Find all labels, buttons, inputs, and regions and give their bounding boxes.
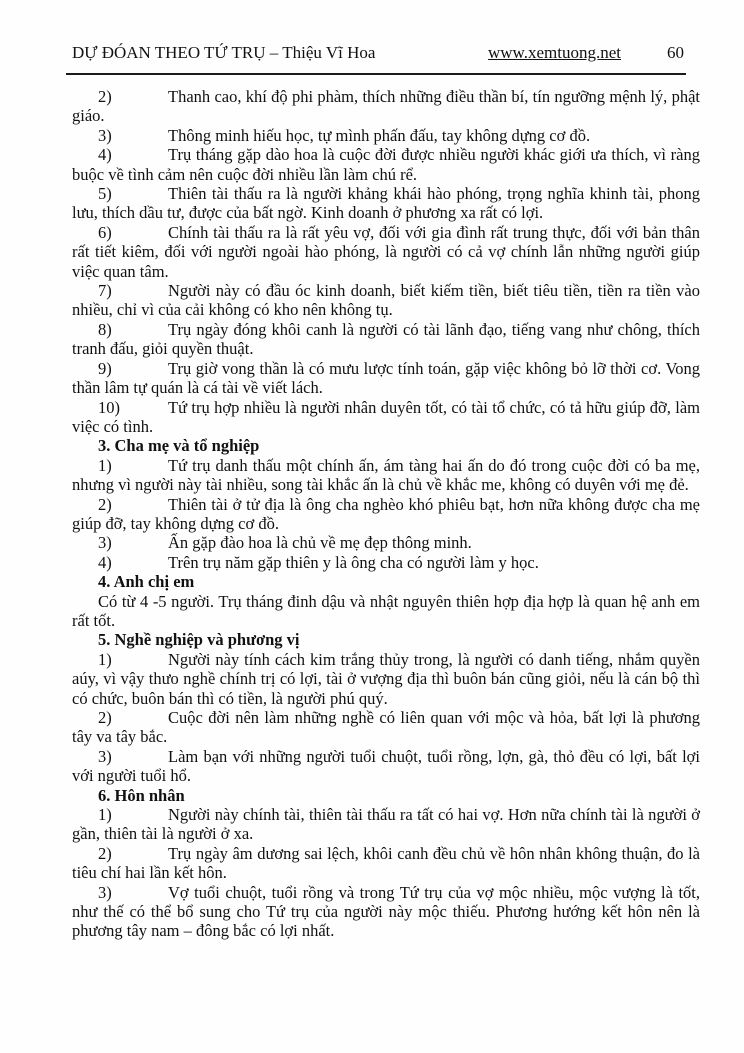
numbered-item	[72, 747, 700, 786]
item-text: Vợ tuổi chuột, tuổi rồng và trong Tứ trụ của vợ mộc nhiều, mộc vượng là tốt, như thế có thể bổ sung cho Tứ trụ của người này mộc thiếu. Phương hướng kết hôn nên là phương tây nam – đông bắc có lợi nhất.	[72, 882, 700, 941]
numbered-item	[72, 456, 700, 495]
numbered-item	[72, 883, 700, 941]
header-rule	[66, 73, 686, 75]
item-text: Thông minh hiếu học, tự mình phấn đấu, tay không dựng cơ đồ.	[168, 125, 591, 145]
document-body	[72, 87, 700, 941]
item-text: Thiên tài thấu ra là người khảng khái hào phóng, trọng nghĩa khinh tài, phong lưu, thích dầu tư, được của bất ngờ. Kinh doanh ở phương xa rất có lợi.	[72, 184, 700, 223]
numbered-item	[72, 805, 700, 844]
item-number: 1)	[98, 649, 112, 669]
numbered-item	[72, 223, 700, 281]
numbered-item	[72, 359, 700, 398]
item-text: Trụ tháng gặp dào hoa là cuộc đời được nhiều người khác giới ưa thích, vì ràng buộc về tình cảm nên cuộc đời nhiều lần làm chú rể.	[72, 145, 700, 184]
section-heading: 6. Hôn nhân	[98, 785, 185, 805]
numbered-item	[72, 126, 700, 145]
item-number: 3)	[98, 882, 112, 902]
item-text: Thanh cao, khí độ phi phàm, thích những điều thần bí, tín ngưỡng mệnh lý, phật giáo.	[72, 87, 700, 126]
item-number: 2)	[98, 494, 112, 514]
item-number: 5)	[98, 184, 112, 204]
item-number: 6)	[98, 222, 112, 242]
item-text: Trên trụ năm gặp thiên y là ông cha có người làm y học.	[168, 552, 539, 572]
item-text: Thiên tài ở tử địa là ông cha nghèo khó phiêu bạt, hơn nữa không được cha mẹ giúp đỡ, tay không dựng cơ đồ.	[72, 494, 700, 533]
item-text: Ấn gặp đào hoa là chủ về mẹ đẹp thông minh.	[168, 533, 472, 553]
item-text: Trụ ngày âm dương sai lệch, khôi canh đều chủ về hôn nhân không thuận, đo là tiêu chí hai lần kết hôn.	[72, 843, 700, 883]
item-text: Tứ trụ hợp nhiều là người nhân duyên tốt, có tài tổ chức, có tả hữu giúp đỡ, làm việc có tình.	[72, 397, 700, 436]
numbered-item	[72, 844, 700, 883]
numbered-item	[72, 281, 700, 320]
item-number: 2)	[98, 708, 112, 727]
item-number: 3)	[98, 746, 112, 766]
item-text: Làm bạn với những người tuổi chuột, tuổi rồng, lợn, gà, thỏ đều có lợi, bất lợi với người tuổi hổ.	[72, 746, 700, 786]
item-number: 10)	[98, 397, 120, 417]
numbered-item	[72, 184, 700, 223]
document-title: DỰ ĐÓAN THEO TỨ TRỤ – Thiệu Vĩ Hoa	[72, 43, 376, 62]
numbered-item	[72, 708, 700, 747]
item-number: 2)	[98, 87, 112, 106]
numbered-item	[72, 533, 700, 552]
item-text: Chính tài thấu ra là rất yêu vợ, đối với gia đình rất trung thực, đối với bản thân rất tiết kiêm, đối với người ngoài hào phóng, là người có cả vợ chính lẫn những người giúp việc quan tâm.	[72, 222, 700, 281]
numbered-item	[72, 145, 700, 184]
page-number: 60	[667, 43, 684, 62]
item-text: Trụ ngày đóng khôi canh là người có tài lãnh đạo, tiếng vang như chông, thích tranh đấu, giỏi quyền thuật.	[72, 319, 700, 359]
item-text: Trụ giờ vong thần là có mưu lược tính toán, gặp việc không bỏ lỡ thời cơ. Vong thần lâm tự quán là cá tài về viết lách.	[72, 358, 700, 398]
numbered-item	[72, 553, 700, 572]
numbered-item	[72, 495, 700, 534]
page-header	[72, 43, 686, 63]
item-text: Tứ trụ danh thấu một chính ấn, ám tàng hai ấn do đó trong cuộc đời có ba mẹ, nhưng vì người này tài nhiều, song tài khắc ấn là chủ về khắc me, không có duyên với mẹ đẻ.	[72, 455, 700, 495]
item-number: 1)	[98, 805, 112, 825]
item-text: Người này chính tài, thiên tài thấu ra tất có hai vợ. Hơn nữa chính tài là người ở gần, thiên tài là người ở xa.	[72, 805, 700, 844]
paragraph: Có từ 4 -5 người. Trụ tháng đinh dậu và nhật nguyên thiên hợp địa hợp là quan hệ anh em rất tốt.	[72, 591, 700, 630]
item-number: 7)	[98, 281, 112, 301]
numbered-item	[72, 320, 700, 359]
item-text: Cuộc đời nên làm những nghề có liên quan với mộc và hỏa, bất lợi là phương tây va tây bắc.	[72, 708, 700, 747]
section-heading: 3. Cha mẹ và tổ nghiệp	[98, 436, 260, 456]
item-number: 9)	[98, 358, 112, 378]
item-text: Người này tính cách kim trắng thủy trong, là người có danh tiếng, nhắm quyền aúy, vì vậy thưo nghề chính trị có lợi, tài ở vượng địa thì buôn bán cũng giỏi, nếu là cán bộ thì có chức, buôn bán thì có tiền, là người phú quý.	[72, 649, 700, 708]
numbered-item	[72, 398, 700, 437]
item-number: 2)	[98, 843, 112, 863]
item-number: 4)	[98, 145, 112, 165]
numbered-item	[72, 650, 700, 708]
item-number: 1)	[98, 455, 112, 475]
item-number: 3)	[98, 533, 112, 553]
section-heading: 5. Nghề nghiệp và phương vị	[98, 630, 300, 650]
item-number: 4)	[98, 552, 112, 572]
website-link[interactable]: www.xemtuong.net	[488, 43, 621, 62]
section-heading: 4. Anh chị em	[98, 572, 195, 592]
item-text: Người này có đầu óc kinh doanh, biết kiếm tiền, biết tiêu tiền, tiền ra tiền vào nhiều, chỉ vì của cải không có kho nên không tụ.	[72, 281, 700, 320]
numbered-item	[72, 87, 700, 126]
item-number: 8)	[98, 319, 112, 339]
item-number: 3)	[98, 125, 112, 145]
